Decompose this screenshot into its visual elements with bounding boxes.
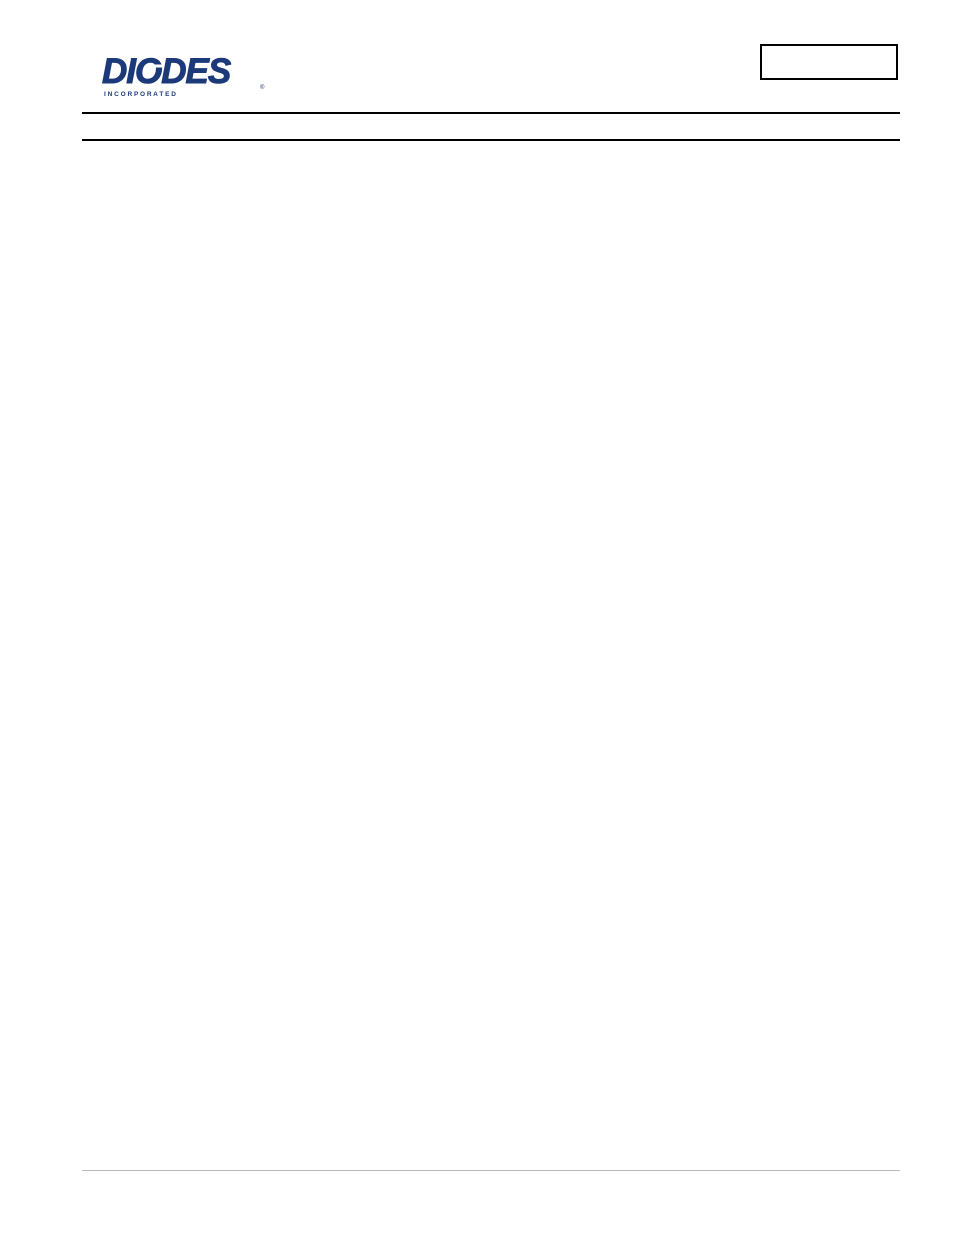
diodes-logo — [100, 52, 275, 100]
footer-rule — [82, 1170, 900, 1171]
part-number-box — [760, 44, 898, 80]
svg-text:®: ® — [260, 85, 265, 91]
svg-text:DIODES: DIODES — [102, 52, 231, 91]
chart-power-derating — [100, 420, 470, 765]
section-rule — [82, 139, 900, 141]
svg-text:I N C O R P O R A T E D: I N C O R P O R A T E D — [104, 91, 176, 98]
chart-forward-characteristics — [520, 420, 890, 765]
chart-capacitance — [520, 785, 890, 1130]
chart-reverse-characteristics — [100, 785, 470, 1130]
header-rule — [82, 112, 900, 114]
